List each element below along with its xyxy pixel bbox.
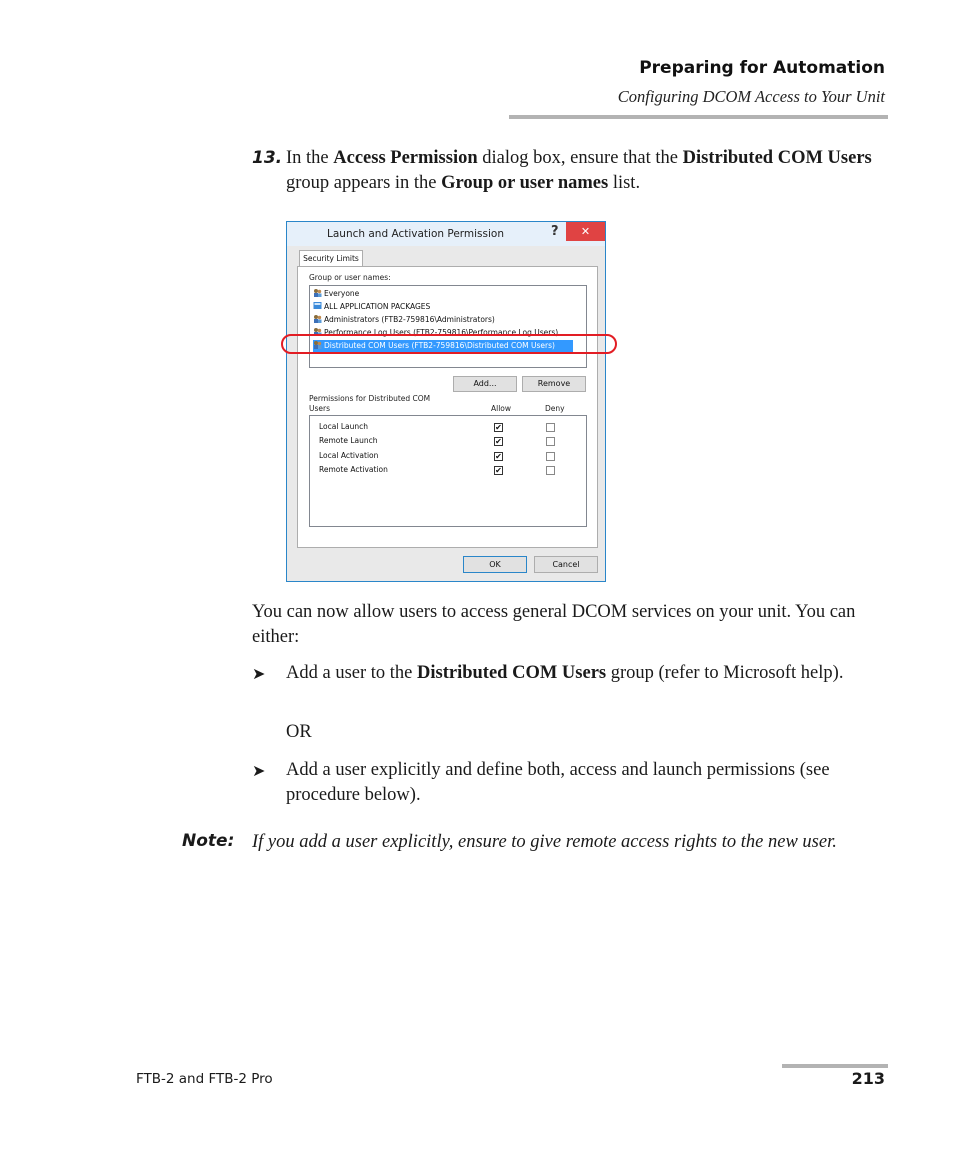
step-text: [286, 146, 892, 196]
step-text-3: group appears in the: [286, 173, 442, 193]
allow-checkbox[interactable]: ✔: [495, 423, 502, 432]
or-text: OR: [286, 722, 312, 742]
permission-name: Remote Launch: [319, 436, 378, 445]
deny-checkbox[interactable]: [546, 437, 555, 446]
arrow-bullet-icon: ➤: [252, 666, 266, 683]
allow-header: Allow: [491, 404, 512, 413]
footer-rule: [782, 1064, 888, 1068]
dialog-titlebar: [287, 222, 605, 246]
deny-checkbox[interactable]: [546, 466, 555, 475]
allow-checkbox[interactable]: ✔: [495, 437, 502, 446]
dialog-title: Launch and Activation Permission: [327, 228, 504, 240]
bullet1-text-b: group (refer to Microsoft help).: [606, 663, 844, 683]
list-item[interactable]: [313, 288, 359, 300]
list-item-label: Distributed COM Users (FTB2-759816\Distributed COM Users): [324, 341, 555, 350]
packages-icon: [313, 301, 322, 310]
note-text: If you add a user explicitly, ensure to give remote access rights to the new user.: [252, 832, 837, 852]
list-item[interactable]: [313, 301, 430, 313]
help-icon[interactable]: ?: [551, 224, 559, 239]
note-label: Note:: [182, 831, 235, 851]
footer-product: FTB-2 and FTB-2 Pro: [136, 1071, 273, 1087]
remove-button[interactable]: Remove: [522, 376, 586, 392]
list-item-label: Performance Log Users (FTB2-759816\Performance Log Users): [324, 328, 559, 337]
bullet-text-1: [286, 661, 892, 686]
bullet1-text-a: Add a user to the: [286, 663, 418, 683]
allow-checkbox[interactable]: ✔: [495, 452, 502, 461]
list-item-label: Everyone: [324, 289, 360, 298]
running-header-title: Preparing for Automation: [639, 58, 885, 78]
users-icon: [313, 314, 322, 323]
step-bold-1: Access Permission: [333, 148, 478, 168]
group-user-list[interactable]: [309, 285, 587, 368]
bullet1-bold: Distributed COM Users: [417, 663, 607, 683]
bullet-text-2: Add a user explicitly and define both, access and launch permissions (see procedure below).: [286, 760, 830, 805]
permission-name: Local Activation: [319, 451, 379, 460]
arrow-bullet-icon: ➤: [252, 763, 266, 780]
permissions-label-line1: Permissions for Distributed COM: [309, 394, 431, 403]
permission-name: Local Launch: [319, 422, 368, 431]
step-bold-3: Group or user names: [441, 173, 609, 193]
running-header-subtitle: Configuring DCOM Access to Your Unit: [617, 87, 885, 106]
permission-name: Remote Activation: [319, 465, 388, 474]
cancel-button[interactable]: Cancel: [534, 556, 598, 573]
launch-activation-permission-dialog: [286, 221, 606, 582]
page-number: 213: [851, 1069, 885, 1088]
list-item[interactable]: [313, 314, 495, 326]
tab-security-limits[interactable]: Security Limits: [299, 250, 363, 268]
group-label: Group or user names:: [309, 273, 391, 282]
step-text-2: dialog box, ensure that the: [477, 148, 683, 168]
list-item-label: Administrators (FTB2-759816\Administrators): [324, 315, 495, 324]
list-item-label: ALL APPLICATION PACKAGES: [324, 302, 431, 311]
bullet-item-2: [252, 758, 892, 808]
step-number: 13.: [252, 148, 283, 168]
step-text-4: list.: [608, 173, 641, 193]
close-button[interactable]: ✕: [566, 222, 605, 241]
deny-checkbox[interactable]: [546, 423, 555, 432]
deny-checkbox[interactable]: [546, 452, 555, 461]
step-13: [252, 146, 892, 196]
permissions-label-line2: Users: [309, 404, 331, 413]
body-paragraph: You can now allow users to access general DCOM services on your unit. You can either:: [252, 602, 856, 647]
header-rule: [509, 115, 888, 119]
highlight-ellipse: [281, 334, 617, 354]
add-button[interactable]: Add...: [453, 376, 517, 392]
deny-header: Deny: [545, 404, 565, 413]
step-bold-2: Distributed COM Users: [682, 148, 872, 168]
bullet-item-1: [252, 661, 892, 686]
ok-button[interactable]: OK: [463, 556, 527, 573]
step-text-1: In the: [286, 148, 334, 168]
allow-checkbox[interactable]: ✔: [495, 466, 502, 475]
permissions-list: [309, 415, 587, 527]
users-icon: [313, 288, 322, 297]
